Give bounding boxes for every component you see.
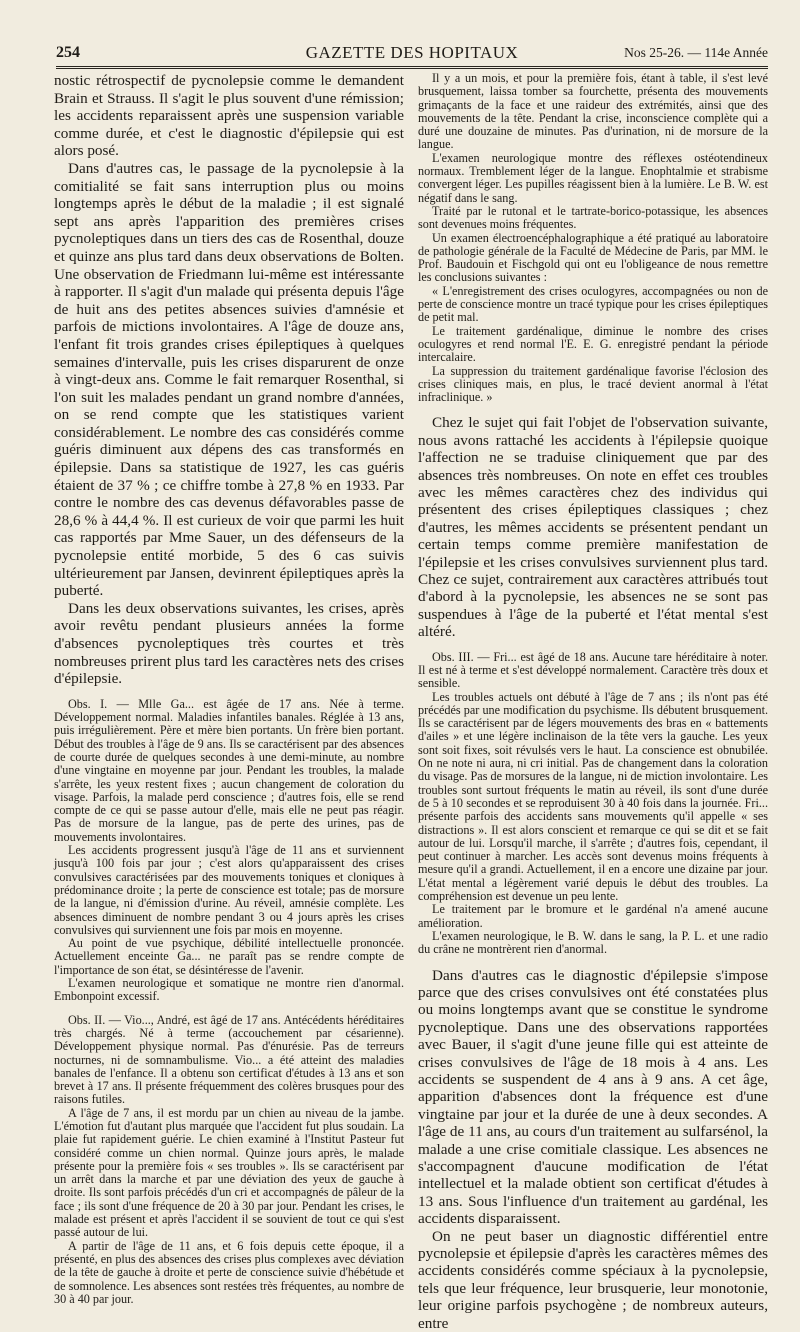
eeg-quote: La suppression du traitement gardénalique favorise l'éclosion des crises cliniques mais, en plus, le tracé devient anormal à l'état infraclinique. »: [418, 363, 768, 405]
right-column: [418, 71, 768, 1332]
observation-2-text: Traité par le rutonal et le tartrate-borico-potassique, les absences sont devenues moins fréquentes.: [418, 203, 768, 232]
observation-2-text: A partir de l'âge de 11 ans, et 6 fois depuis cette époque, il a présenté, en plus des absences des crises plus complexes avec déviation de la tête de gauche à droite et perte de conscience suivie d'hébétude et de somnolence. Les absences sont restées très fréquentes, au nombre de 30 à 40 par jour.: [54, 1238, 404, 1306]
observation-2-text: Il y a un mois, et pour la première fois, étant à table, il s'est levé brusquement, laissa tomber sa fourchette, présenta des mouvements grimaçants de la face et une raideur des extrémités, ainsi que des mouvements de la tête. Pendant la crise, inconscience complète qui a duré une douzaine de minutes. Pas d'urination, ni de morsure de la langue.: [418, 71, 768, 152]
paragraph: Chez le sujet qui fait l'objet de l'observation suivante, nous avons rattaché les accidents à l'épilepsie quoique l'affection ne se traduise cliniquement que par des absences très nombreuses. On note en effet ces troubles avec les mêmes caractères chez des individus qui présentent des crises épileptiques classiques ; chez d'autres, les mêmes accidents se présentent pendant un certain temps comme première manifestation de l'épilepsie et les crises convulsives surviennent plus tard. Chez ce sujet, contrairement aux caractères attribués tout d'abord à la pycnolepsie, les absences ne se sont pas suspendues à l'âge de la puberté et l'état mental s'est altéré.: [418, 414, 768, 641]
observation-2: Obs. II. — Vio..., André, est âgé de 17 ans. Antécédents héréditaires très chargés. Né à terme (accouchement par césarienne). Développement physique normal. Pas d'énurésie. Pas de terreurs nocturnes, ni de somnambulisme. Vio... a été atteint des maladies banales de l'enfance. Il a obtenu son certificat d'études à 13 ans et son brevet à 17 ans. Il présente fréquemment des colères brusques pour des raisons futiles.: [54, 1012, 404, 1107]
observation-3-text: L'examen neurologique, le B. W. dans le sang, la P. L. et une radio du crâne ne montrèrent rien d'anormal.: [418, 928, 768, 957]
eeg-quote: « L'enregistrement des crises oculogyres, accompagnées ou non de perte de conscience montre un tracé typique pour les crises épileptiques de petit mal.: [418, 283, 768, 325]
running-header: [56, 40, 768, 69]
observation-1-text: Au point de vue psychique, débilité intellectuelle prononcée. Actuellement enceinte Ga... ne paraît pas se rendre compte de l'importance de son état, se désintéresse de l'avenir.: [54, 936, 404, 977]
journal-title: GAZETTE DES HOPITAUX: [305, 43, 519, 62]
observation-2-text: Un examen électroencéphalographique a été pratiqué au laboratoire de pathologie générale de la Faculté de Médecine de Paris, par MM. le Prof. Baudouin et Fischgold qui ont eu l'obligeance de nous remettre les conclusions suivantes :: [418, 230, 768, 285]
observation-3: Obs. III. — Fri... est âgé de 18 ans. Aucune tare héréditaire à noter. Il est né à terme et s'est développé normalement. Caractère très doux et sensible.: [418, 649, 768, 691]
paragraph: Dans les deux observations suivantes, les crises, après avoir revêtu pendant plusieurs années la forme d'absences pycnoleptiques très courtes et très nombreuses prirent plus tard les caractères nets des crises d'épilepsie.: [54, 599, 404, 688]
issue-info: Nos 25-26. — 114e Année: [624, 45, 768, 60]
page-number: 254: [56, 44, 80, 61]
paragraph: On ne peut baser un diagnostic différentiel entre pycnolepsie et épilepsie d'après les caractères mêmes des accidents considérés comme spéciaux à la pycnolepsie, tels que leur fréquence, leur brusquerie, leur monotonie, leur origine parfois psychogène ; de nombreux auteurs, entre: [418, 1227, 768, 1332]
paragraph: nostic rétrospectif de pycnolepsie comme le demandent Brain et Strauss. Il s'agit le plus souvent d'une rémission; les accidents reparaissent après une suspension variable comme durée, et c'est le diagnostic d'épilepsie qui est alors posé.: [54, 72, 404, 160]
observation-3-text: Le traitement par le bromure et le gardénal n'a amené aucune amélioration.: [418, 902, 768, 930]
paragraph: Dans d'autres cas, le passage de la pycnolepsie à la comitialité se fait sans interruption plus ou moins longtemps après le début de la maladie ; il est signalé sept ans après l'apparition des premières crises pycnoleptiques dans un tiers des cas de Rosenthal, douze et quinze ans plus tard dans deux observations de Bolten. Une observation de Friedmann lui-même est intéressante à rapporter. Il s'agit d'un malade qui présenta depuis l'âge de huit ans des petites absences suivies d'amnésie et parfois de mictions involontaires. A l'âge de douze ans, l'enfant fit trois grandes crises épileptiques à quelques semaines d'intervalle, puis les crises disparurent de onze à vingt-deux ans. Comme le fait remarquer Rosenthal, si l'on suit les malades pendant un grand nombre d'années, on se rend compte que les statistiques varient considérablement. Le nombre des cas considérés comme guéris diminuent aux dépens des cas transformés en épilepsie. Dans sa statistique de 1927, les cas guéris étaient de 37 % ; ce chiffre tombe à 27,8 % en 1933. Par contre le nombre des cas devenus défavorables passe de 28,6 % à 44,4 %. Il est curieux de voir que parmi les huit cas rapportés par Mme Sauer, un des défenseurs de la pycnolepsie entité morbide, 5 des 6 cas suivis ultérieurement par Jansen, devinrent épileptiques après la puberté.: [54, 159, 404, 600]
left-column: [54, 72, 404, 1306]
observation-1: Obs. I. — Mlle Ga... est âgée de 17 ans. Née à terme. Développement normal. Maladies infantiles banales. Réglée à 13 ans, puis irrégulièrement. Père et mère bien portants. Un frère bien portant. Début des troubles à l'âge de 9 ans. Ils se caractérisent par des absences de courte durée de quelques secondes à une demi-minute, au nombre d'une vingtaine en moyenne par jour. Pendant les troubles, la malade s'arrête, les yeux restent fixes ; aucun changement de coloration du visage. Parfois, la malade perd conscience ; d'autres fois, elle se rend compte de ce qui se passe autour d'elle, mais elle ne peut pas réagir. Pas de morsure de la langue, pas de perte des urines, pas de mouvements involontaires.: [54, 696, 404, 844]
observation-3-text: Les troubles actuels ont débuté à l'âge de 7 ans ; ils n'ont pas été précédés par une modification du psychisme. Ils débutent brusquement. Ils se caractérisent par de légers mouvements des bras en « battements d'ailes » et une légère inclinaison de la tête vers la gauche. Les yeux sont soit fixes, soit révulsés vers le haut. La conscience est obnubilée. On ne note ni aura, ni cri initial. Pas de changement dans la coloration du visage. Pas de morsures de la langue, ni de miction involontaire. Les troubles sont surtout fréquents le matin au réveil, ils sont d'une durée de 5 à 10 secondes et se reproduisent 30 à 40 fois dans la journée. Fri... présente parfois des accidents sans mouvements qu'il appelle « ses distractions ». Il est alors conscient et remarque ce qui se dit et se fait autour de lui. Lorsqu'il marche, il s'arrête ; d'autres fois, cependant, il peut continuer à marcher. Les accès sont devenus moins fréquents à mesure qu'il a grandi. Actuellement, il en a encore une dizaine par jour. L'état mental a légèrement varié depuis le début des troubles. La compréhension est devenue un peu lente.: [418, 689, 768, 904]
observation-1-text: L'examen neurologique et somatique ne montre rien d'anormal. Embonpoint excessif.: [54, 976, 404, 1004]
paragraph: Dans d'autres cas le diagnostic d'épilepsie s'impose parce que des crises convulsives ont été constatées plus ou moins longtemps avant que se constitue le syndrome pycnoleptique. Dans une des observations rapportées avec Bauer, il s'agit d'une jeune fille qui est atteinte de crises convulsives de l'âge de 18 mois à 4 ans. Les accidents se suspendent de 4 ans à 9 ans. A cet âge, apparition d'absences dont la fréquence est d'une vingtaine par jour et la durée de une à deux secondes. A l'âge de 11 ans, au cours d'un traitement au sulfarsénol, la malade a une crise comitiale classique. Les absences ne s'accompagnent d'aucune modification de l'état intellectuel et la malade obtient son certificat d'études à 13 ans. Sous l'influence d'un traitement au gardénal, les accidents disparaissent.: [418, 966, 768, 1228]
observation-1-text: Les accidents progressent jusqu'à l'âge de 11 ans et surviennent jusqu'à 100 fois par jour ; c'est alors qu'apparaissent des crises convulsives caractérisées par des mouvements toniques et cloniques à prédominance droite ; la perte de conscience est totale; pas de morsure de la langue, ni d'émission d'urine. Au réveil, amnésie complète. Les absences diminuent de nombre pendant 3 ou 4 jours après les crises convulsives qui surviennent une fois par mois en moyenne.: [54, 843, 404, 937]
observation-2-text: A l'âge de 7 ans, il est mordu par un chien au niveau de la jambe. L'émotion fut d'autant plus marquée que l'accident fut plus soudain. La plaie fut rapidement guérie. Le chien examiné à l'Institut Pasteur fut considéré comme un chien normal. Quinze jours après, le malade présente pour la première fois « ses troubles ». Ils se caractérisent par un arrêt dans la marche et par une déviation des yeux de gauche à droite. Ils sont parfois précédés d'un cri et accompagnés de pâleur de la face ; ils sont d'une fréquence de 20 à 30 par jour. Pendant les crises, le malade est présent et après l'accident il se souvient de tout ce qui s'est passé autour de lui.: [54, 1105, 404, 1240]
eeg-quote: Le traitement gardénalique, diminue le nombre des crises oculogyres et rend normal l'E. E. G. enregistré pendant la période intercalaire.: [418, 323, 768, 365]
observation-2-text: L'examen neurologique montre des réflexes ostéotendineux normaux. Tremblement léger de la langue. Enophtalmie et strabisme convergent léger. Les pupilles réagissent bien à la lumière. Le B. W. est négatif dans le sang.: [418, 150, 768, 205]
